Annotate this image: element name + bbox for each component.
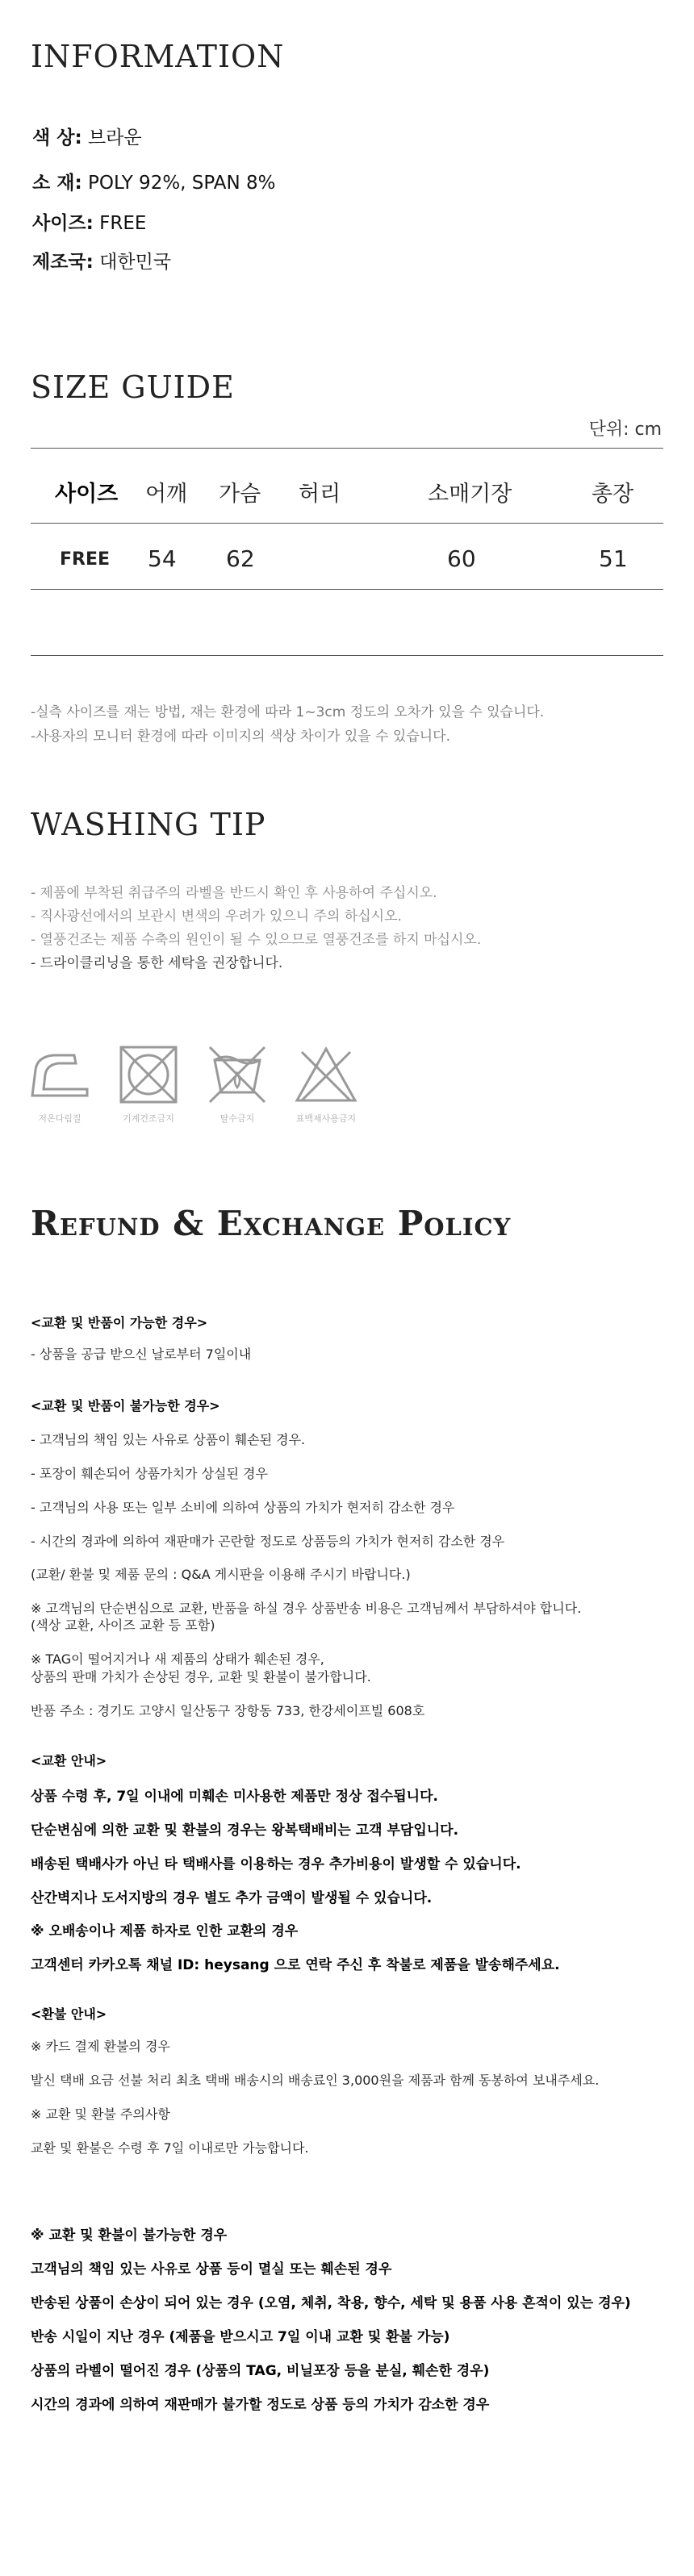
refund-line: - 고객님의 책임 있는 사유로 상품이 훼손된 경우. bbox=[31, 1432, 306, 1447]
header-waist: 허리 bbox=[299, 482, 341, 507]
wash-line: - 열풍건조는 제품 수축의 원인이 될 수 있으므로 열풍건조를 하지 마십시오. bbox=[31, 932, 482, 948]
refund-line: 시간의 경과에 의하여 재판매가 불가할 정도로 상품 등의 가치가 감소한 경우 bbox=[31, 2397, 490, 2413]
refund-policy-title: Refund & Exchange Policy bbox=[31, 1204, 512, 1243]
refund-line: ※ 고객님의 단순변심으로 교환, 반품을 하실 경우 상품반송 비용은 고객님께서 부담하셔야 합니다. bbox=[31, 1601, 582, 1616]
cell-length: 51 bbox=[599, 545, 628, 572]
refund-line: 발신 택배 요금 선불 처리 최초 택배 배송시의 배송료인 3,000원을 제품과 함께 동봉하여 보내주세요. bbox=[31, 2073, 600, 2088]
info-value: FREE bbox=[93, 213, 147, 234]
wash-line: - 직사광선에서의 보관시 변색의 우려가 있으니 주의 하십시오. bbox=[31, 908, 402, 925]
size-note: -실측 사이즈를 재는 방법, 재는 환경에 따라 1~3cm 정도의 오차가 있을 수 있습니다. bbox=[31, 704, 545, 720]
wash-line: - 제품에 부착된 취급주의 라벨을 반드시 확인 후 사용하여 주십시오. bbox=[31, 885, 437, 901]
header-size: 사이즈 bbox=[55, 482, 119, 507]
size-guide-title: SIZE GUIDE bbox=[31, 369, 235, 405]
info-value: POLY 92%, SPAN 8% bbox=[82, 173, 276, 194]
header-length: 총장 bbox=[592, 482, 634, 507]
info-row-origin bbox=[32, 247, 171, 273]
no-bleach-label: 표백제사용금지 bbox=[295, 1113, 357, 1124]
size-note: -사용자의 모니터 환경에 따라 이미지의 색상 차이가 있을 수 있습니다. bbox=[31, 729, 450, 745]
cell-sleeve: 60 bbox=[447, 545, 476, 572]
refund-line: ※ 오배송이나 제품 하자로 인한 교환의 경우 bbox=[31, 1923, 299, 1939]
info-value: 브라운 bbox=[82, 127, 142, 148]
unit-label: 단위: cm bbox=[588, 420, 662, 440]
refund-line: <교환 및 반품이 가능한 경우> bbox=[31, 1315, 208, 1330]
refund-line: 상품 수령 후, 7일 이내에 미훼손 미사용한 제품만 정상 접수됩니다. bbox=[31, 1789, 438, 1805]
refund-line: 반송 시일이 지난 경우 (제품을 받으시고 7일 이내 교환 및 환불 가능) bbox=[31, 2329, 450, 2345]
cell-chest: 62 bbox=[226, 545, 255, 572]
refund-line: 반송된 상품이 손상이 되어 있는 경우 (오염, 체취, 착용, 향수, 세탁 및 용품 사용 흔적이 있는 경우) bbox=[31, 2295, 631, 2311]
no-wash-label: 탈수금지 bbox=[219, 1113, 255, 1124]
refund-line: ※ 교환 및 환불 주의사항 bbox=[31, 2106, 170, 2122]
table-row-divider bbox=[31, 589, 663, 590]
wash-line: - 드라이클리닝을 통한 세탁을 권장합니다. bbox=[31, 955, 283, 971]
info-value: 대한민국 bbox=[93, 252, 172, 273]
header-shoulder: 어깨 bbox=[145, 482, 188, 507]
refund-line: 고객님의 책임 있는 사유로 상품 등이 멸실 또는 훼손된 경우 bbox=[31, 2261, 392, 2277]
refund-line: ※ 카드 결제 환불의 경우 bbox=[31, 2039, 170, 2054]
refund-line: (교환/ 환불 및 제품 문의 : Q&A 게시판을 이용해 주시기 바랍니다.) bbox=[31, 1567, 411, 1582]
refund-line: - 상품을 공급 받으신 날로부터 7일이내 bbox=[31, 1346, 252, 1362]
no-bleach-icon bbox=[292, 1041, 360, 1108]
info-row-color bbox=[32, 123, 142, 149]
refund-line: - 시간의 경과에 의하여 재판매가 곤란할 정도로 상품등의 가치가 현저히 감소한 경우 bbox=[31, 1534, 505, 1549]
refund-line: 고객센터 카카오톡 채널 ID: heysang 으로 연락 주신 후 착불로 제품을 발송해주세요. bbox=[31, 1957, 560, 1973]
refund-line: 배송된 택배사가 아닌 타 택배사를 이용하는 경우 추가비용이 발생할 수 있습니다. bbox=[31, 1856, 521, 1873]
refund-line: <환불 안내> bbox=[31, 2006, 107, 2022]
refund-line: ※ 교환 및 환불이 불가능한 경우 bbox=[31, 2227, 228, 2244]
washing-tip-title: WASHING TIP bbox=[31, 807, 266, 842]
refund-line: 산간벽지나 도서지방의 경우 별도 추가 금액이 발생될 수 있습니다. bbox=[31, 1890, 433, 1906]
refund-line: <교환 및 반품이 불가능한 경우> bbox=[31, 1398, 220, 1413]
info-label: 사이즈: bbox=[32, 213, 94, 234]
iron-icon bbox=[26, 1041, 94, 1108]
refund-line: 교환 및 환불은 수령 후 7일 이내로만 가능합니다. bbox=[31, 2140, 309, 2156]
table-top-divider bbox=[31, 448, 663, 449]
refund-line: 상품의 판매 가치가 손상된 경우, 교환 및 환불이 불가합니다. bbox=[31, 1669, 371, 1685]
table-header-divider bbox=[31, 523, 663, 524]
refund-line: <교환 안내> bbox=[31, 1753, 107, 1768]
header-sleeve: 소매기장 bbox=[428, 482, 512, 507]
iron-label: 저온다림질 bbox=[38, 1113, 82, 1124]
header-chest: 가슴 bbox=[219, 482, 261, 507]
refund-line: 단순변심에 의한 교환 및 환불의 경우는 왕복택배비는 고객 부담입니다. bbox=[31, 1822, 459, 1839]
refund-line: - 고객님의 사용 또는 일부 소비에 의하여 상품의 가치가 현저히 감소한 경우 bbox=[31, 1500, 455, 1515]
refund-line: ※ TAG이 떨어지거나 새 제품의 상태가 훼손된 경우, bbox=[31, 1651, 324, 1667]
cell-shoulder: 54 bbox=[148, 545, 177, 572]
no-tumble-dry-label: 기계건조금지 bbox=[123, 1113, 174, 1124]
info-label: 색 상: bbox=[32, 127, 82, 148]
refund-line: - 포장이 훼손되어 상품가치가 상실된 경우 bbox=[31, 1466, 268, 1481]
information-title: INFORMATION bbox=[31, 39, 285, 74]
refund-line: 상품의 라벨이 떨어진 경우 (상품의 TAG, 비닐포장 등을 분실, 훼손한 경우) bbox=[31, 2363, 490, 2379]
info-row-size bbox=[32, 208, 146, 235]
refund-line: 반품 주소 : 경기도 고양시 일산동구 장항동 733, 한강세이프빌 608호 bbox=[31, 1703, 425, 1718]
no-tumble-dry-icon bbox=[115, 1041, 182, 1108]
no-wash-icon bbox=[203, 1041, 271, 1108]
info-label: 소 재: bbox=[32, 173, 82, 194]
info-label: 제조국: bbox=[32, 252, 94, 273]
table-bottom-divider bbox=[31, 655, 663, 656]
refund-line: (색상 교환, 사이즈 교환 등 포함) bbox=[31, 1618, 215, 1633]
info-row-material bbox=[32, 168, 276, 194]
cell-size: FREE bbox=[60, 549, 111, 570]
